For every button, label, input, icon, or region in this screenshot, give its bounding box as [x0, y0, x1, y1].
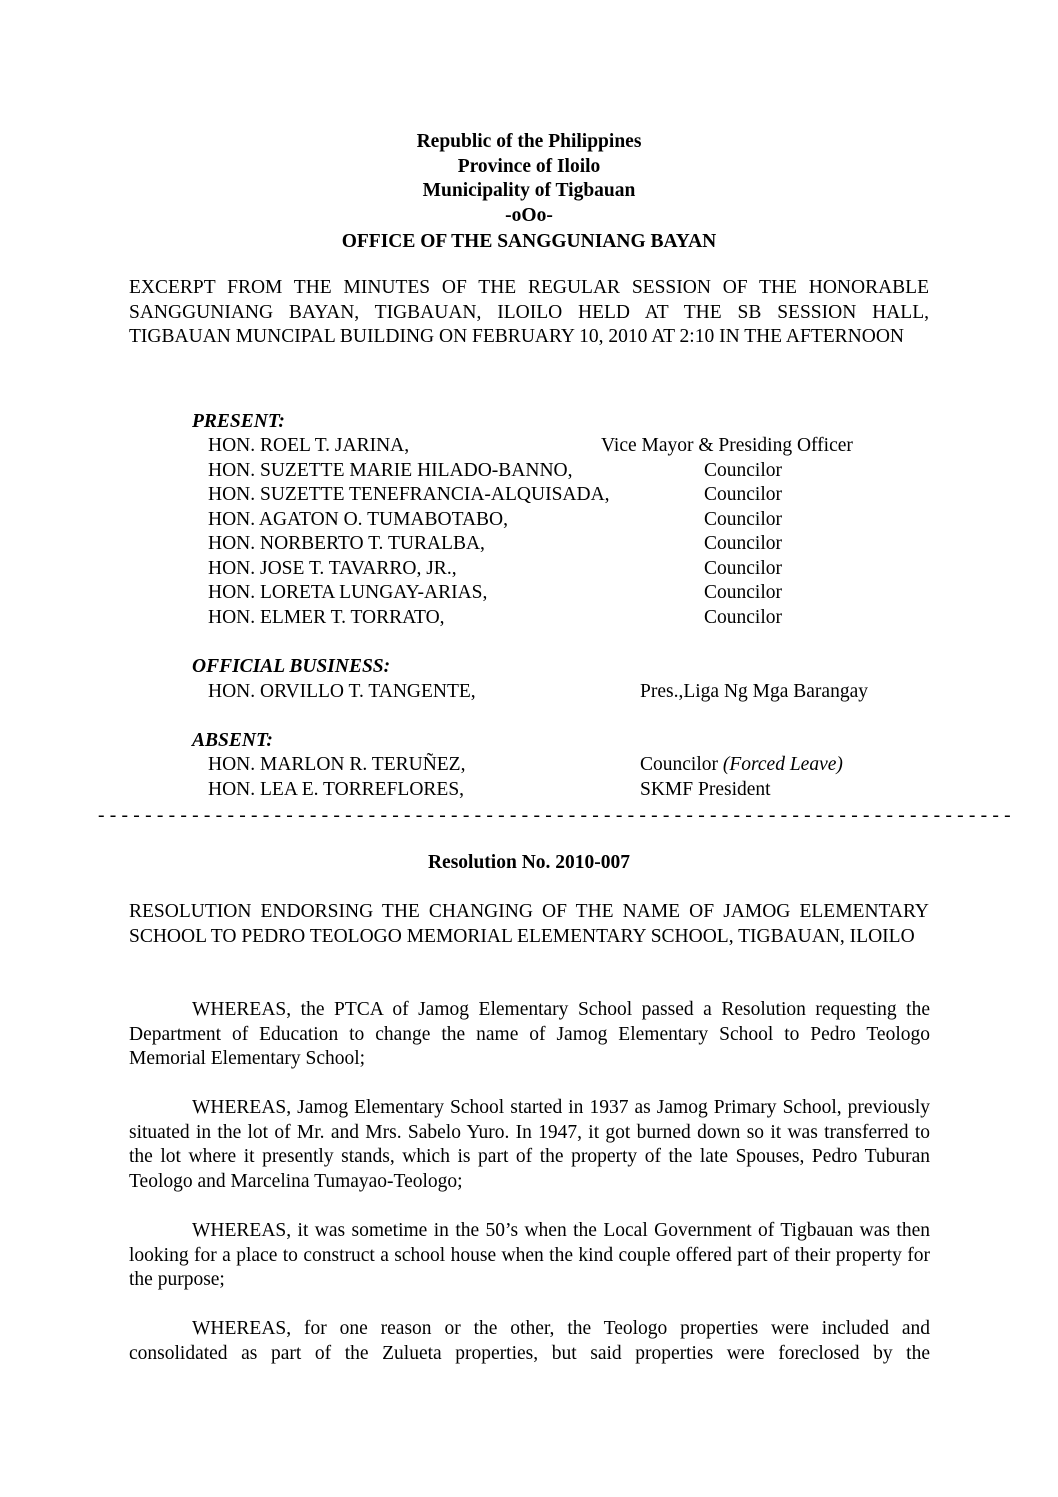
- present-member-role: Vice Mayor & Presiding Officer: [601, 435, 853, 456]
- present-member-name: HON. ELMER T. TORRATO,: [208, 607, 445, 628]
- present-member-name: HON. JOSE T. TAVARRO, JR.,: [208, 558, 457, 579]
- present-member-role: Councilor: [704, 558, 782, 579]
- present-member-name: HON. NORBERTO T. TURALBA,: [208, 533, 485, 554]
- whereas-paragraph: WHEREAS, for one reason or the other, the Teologo properties were included and consolidated as part of the Zulueta properties, but said properties were foreclosed by the: [129, 1318, 930, 1364]
- official-business-label: OFFICIAL BUSINESS:: [192, 656, 391, 677]
- absent-label: ABSENT:: [192, 730, 273, 751]
- present-member-role: Councilor: [704, 607, 782, 628]
- absent-member-role: SKMF President: [640, 779, 771, 800]
- resolution-number: Resolution No. 2010-007: [427, 852, 631, 873]
- absent-member-name: HON. LEA E. TORREFLORES,: [208, 779, 465, 800]
- present-member-name: HON. LORETA LUNGAY-ARIAS,: [208, 582, 488, 603]
- letterhead: [0, 130, 1058, 255]
- header-municipality: Municipality of Tigbauan: [422, 180, 636, 201]
- whereas-paragraph: WHEREAS, the PTCA of Jamog Elementary School passed a Resolution requesting the Department of Education to change the name of Jamog Elementary School to Pedro Teologo Memorial Elementary School;: [129, 999, 930, 1069]
- whereas-paragraph: WHEREAS, it was sometime in the 50’s when the Local Government of Tigbauan was then looking for a place to construct a school house when the kind couple offered part of their property for the purpose;: [129, 1220, 930, 1290]
- present-label: PRESENT:: [192, 411, 285, 432]
- resolution-title: RESOLUTION ENDORSING THE CHANGING OF THE NAME OF JAMOG ELEMENTARY SCHOOL TO PEDRO TEOLOGO MEMORIAL ELEMENTARY SCHOOL, TIGBAUAN, ILOILO: [129, 901, 929, 947]
- present-member-name: HON. ROEL T. JARINA,: [208, 435, 410, 456]
- header-office: OFFICE OF THE SANGGUNIANG BAYAN: [341, 231, 717, 252]
- header-republic: Republic of the Philippines: [416, 131, 642, 152]
- present-member-role: Councilor: [704, 509, 782, 530]
- whereas-paragraph: WHEREAS, Jamog Elementary School started in 1937 as Jamog Primary School, previously situated in the lot of Mr. and Mrs. Sabelo Yuro. In 1947, it got burned down so it was transferred to the lot where it presently stands, which is part of the property of the late Spouses, Pedro Tuburan Teologo and Marcelina Tumayao-Teologo;: [129, 1097, 930, 1192]
- dashed-divider: - - - - - - - - - - - - - - - - - - - - - - - - - - - - - - - - - - - - - - - - - - - - - - - - - - - - - - - - - - - - - - - - - - - - - - - - - - - - - -: [98, 805, 1011, 826]
- present-member-role: Councilor: [704, 582, 782, 603]
- absent-member-name: HON. MARLON R. TERUÑEZ,: [208, 754, 466, 775]
- absent-member-role: [640, 753, 843, 778]
- present-member-name: HON. SUZETTE TENEFRANCIA-ALQUISADA,: [208, 484, 610, 505]
- official-business-member-role: Pres.,Liga Ng Mga Barangay: [640, 681, 868, 702]
- present-member-name: HON. SUZETTE MARIE HILADO-BANNO,: [208, 460, 573, 481]
- present-member-name: HON. AGATON O. TUMABOTABO,: [208, 509, 508, 530]
- absent-role-text: Councilor: [640, 754, 718, 775]
- header-province: Province of Iloilo: [457, 155, 601, 177]
- minutes-excerpt: EXCERPT FROM THE MINUTES OF THE REGULAR SESSION OF THE HONORABLE SANGGUNIANG BAYAN, TIGBAUAN, ILOILO HELD AT THE SB SESSION HALL, TIGBAUAN MUNCIPAL BUILDING ON FEBRUARY 10, 2010 AT 2:10 IN THE AFTERNOON: [129, 277, 929, 347]
- absent-leave-note: (Forced Leave): [722, 754, 843, 775]
- present-member-role: Councilor: [704, 484, 782, 505]
- official-business-member-name: HON. ORVILLO T. TANGENTE,: [208, 681, 476, 702]
- present-member-role: Councilor: [704, 533, 782, 554]
- header-separator: -oOo-: [505, 204, 553, 226]
- present-member-role: Councilor: [704, 460, 782, 481]
